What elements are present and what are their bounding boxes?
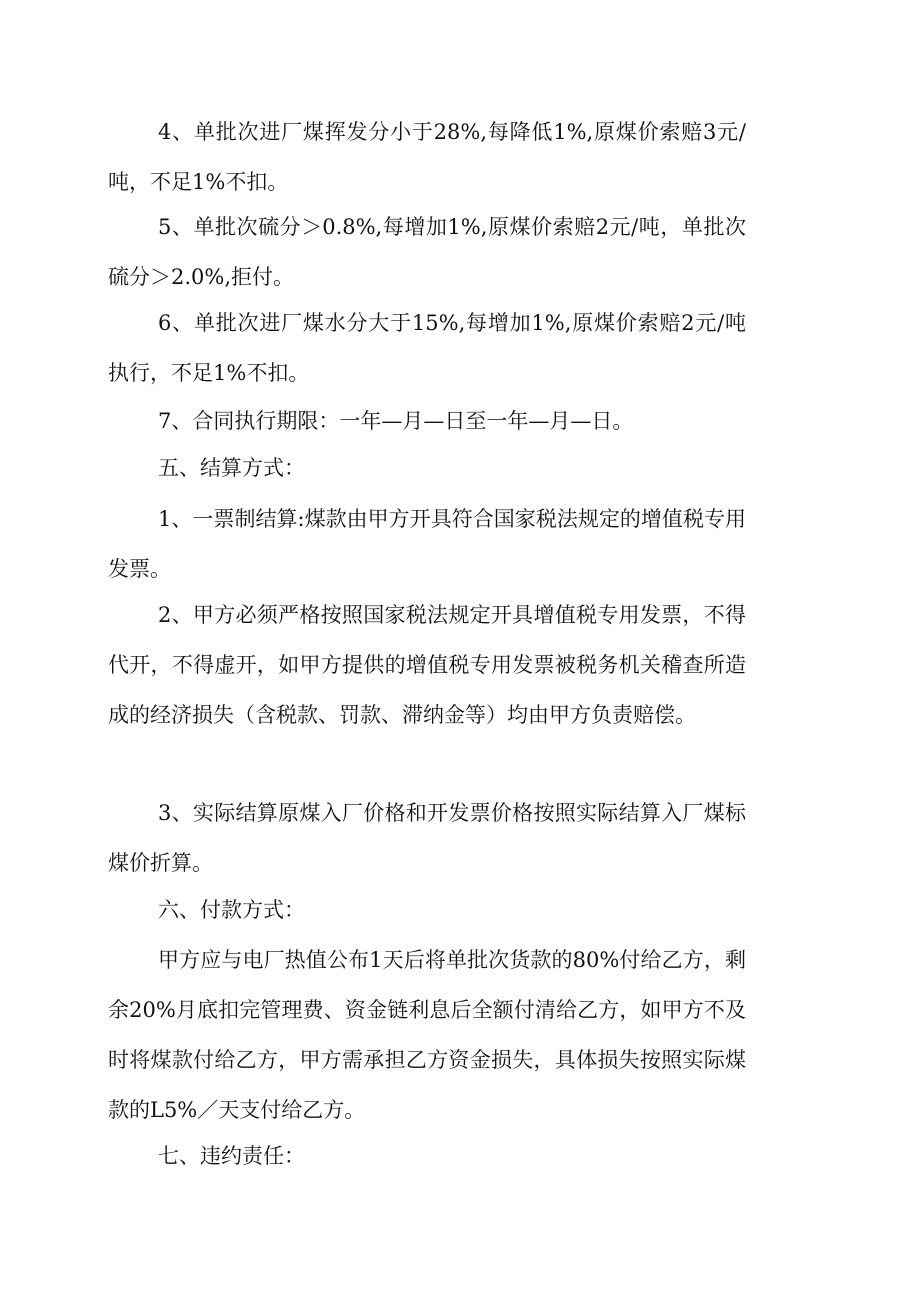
settlement-item-3: 3、实际结算原煤入厂价格和开发票价格按照实际结算入厂煤标煤价折算。 [108, 801, 746, 875]
settlement-item-2: 2、甲方必须严格按照国家税法规定开具增值税专用发票，不得代开，不得虚开，如甲方提供的增值税专用发票被税务机关稽查所造成的经济损失（含税款、罚款、滞纳金等）均由甲方负责赔偿。 [108, 603, 746, 727]
section-heading-settlement: 五、结算方式： [158, 456, 305, 480]
clause-6-moisture: 6、单批次进厂煤水分大于15%,每增加1%,原煤价索赔2元/吨执行，不足1%不扣。 [108, 311, 746, 385]
section-heading-breach: 七、违约责任： [158, 1144, 305, 1168]
payment-terms: 甲方应与电厂热值公布1天后将单批次货款的80%付给乙方，剩余20%月底扣完管理费、资金链利息后全额付清给乙方，如甲方不及时将煤款付给乙方，甲方需承担乙方资金损失，具体损失按照实际煤款的L5%／天支付给乙方。 [108, 948, 746, 1122]
settlement-item-1: 1、一票制结算:煤款由甲方开具符合国家税法规定的增值税专用发票。 [108, 507, 746, 581]
clause-4-volatile: 4、单批次进厂煤挥发分小于28%,每降低1%,原煤价索赔3元/吨，不足1%不扣。 [108, 120, 746, 194]
clause-5-sulfur: 5、单批次硫分＞0.8%,每增加1%,原煤价索赔2元/吨，单批次硫分＞2.0%,拒付。 [108, 215, 746, 289]
clause-7-term: 7、合同执行期限：一年—月—日至一年—月—日。 [158, 409, 634, 433]
section-heading-payment: 六、付款方式： [158, 898, 305, 922]
